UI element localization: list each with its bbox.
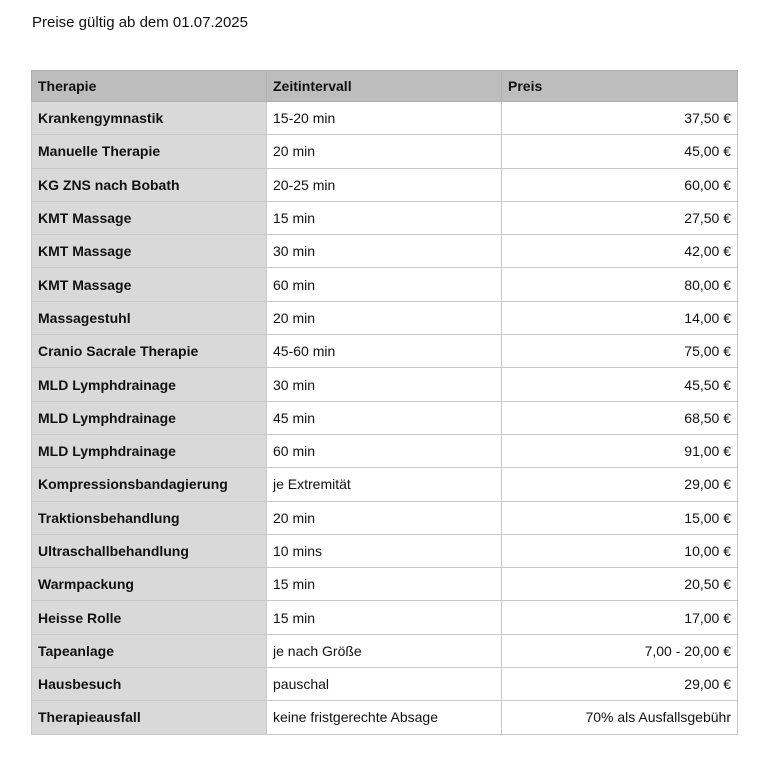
table-body <box>32 102 738 735</box>
table-row <box>32 301 738 334</box>
therapy-cell: KMT Massage <box>32 201 267 234</box>
therapy-cell: KMT Massage <box>32 235 267 268</box>
therapy-cell: Warmpackung <box>32 568 267 601</box>
therapy-cell: Therapieausfall <box>32 701 267 734</box>
column-header-interval: Zeitintervall <box>267 71 502 102</box>
interval-cell: 20 min <box>267 135 502 168</box>
therapy-cell: MLD Lymphdrainage <box>32 401 267 434</box>
interval-cell: 10 mins <box>267 534 502 567</box>
price-cell: 37,50 € <box>502 102 738 135</box>
price-cell: 91,00 € <box>502 434 738 467</box>
price-cell: 60,00 € <box>502 168 738 201</box>
table-row <box>32 634 738 667</box>
price-cell: 68,50 € <box>502 401 738 434</box>
price-cell: 20,50 € <box>502 568 738 601</box>
interval-cell: 15 min <box>267 568 502 601</box>
price-table <box>31 70 738 735</box>
interval-cell: 20-25 min <box>267 168 502 201</box>
table-row <box>32 401 738 434</box>
price-cell: 70% als Ausfallsgebühr <box>502 701 738 734</box>
price-cell: 45,00 € <box>502 135 738 168</box>
table-row <box>32 534 738 567</box>
table-header-row <box>32 71 738 102</box>
table-row <box>32 201 738 234</box>
interval-cell: je nach Größe <box>267 634 502 667</box>
therapy-cell: Hausbesuch <box>32 668 267 701</box>
table-row <box>32 335 738 368</box>
price-validity-note: Preise gültig ab dem 01.07.2025 <box>32 14 248 31</box>
interval-cell: 20 min <box>267 301 502 334</box>
interval-cell: 45 min <box>267 401 502 434</box>
column-header-therapy: Therapie <box>32 71 267 102</box>
therapy-cell: Massagestuhl <box>32 301 267 334</box>
interval-cell: keine fristgerechte Absage <box>267 701 502 734</box>
price-cell: 14,00 € <box>502 301 738 334</box>
therapy-cell: Cranio Sacrale Therapie <box>32 335 267 368</box>
therapy-cell: Kompressionsbandagierung <box>32 468 267 501</box>
column-header-price: Preis <box>502 71 738 102</box>
table-row <box>32 601 738 634</box>
price-cell: 42,00 € <box>502 235 738 268</box>
therapy-cell: Manuelle Therapie <box>32 135 267 168</box>
therapy-cell: Tapeanlage <box>32 634 267 667</box>
price-cell: 29,00 € <box>502 668 738 701</box>
table-row <box>32 501 738 534</box>
table-row <box>32 135 738 168</box>
table-row <box>32 468 738 501</box>
interval-cell: je Extremität <box>267 468 502 501</box>
therapy-cell: Heisse Rolle <box>32 601 267 634</box>
therapy-cell: MLD Lymphdrainage <box>32 434 267 467</box>
price-cell: 75,00 € <box>502 335 738 368</box>
interval-cell: pauschal <box>267 668 502 701</box>
interval-cell: 60 min <box>267 268 502 301</box>
table-row <box>32 168 738 201</box>
table-row <box>32 268 738 301</box>
price-cell: 29,00 € <box>502 468 738 501</box>
table-row <box>32 235 738 268</box>
therapy-cell: Krankengymnastik <box>32 102 267 135</box>
price-cell: 10,00 € <box>502 534 738 567</box>
table-row <box>32 568 738 601</box>
table-row <box>32 668 738 701</box>
interval-cell: 15-20 min <box>267 102 502 135</box>
therapy-cell: MLD Lymphdrainage <box>32 368 267 401</box>
interval-cell: 30 min <box>267 235 502 268</box>
interval-cell: 15 min <box>267 601 502 634</box>
table-row <box>32 701 738 734</box>
price-cell: 80,00 € <box>502 268 738 301</box>
therapy-cell: KMT Massage <box>32 268 267 301</box>
therapy-cell: Ultraschallbehandlung <box>32 534 267 567</box>
price-cell: 45,50 € <box>502 368 738 401</box>
interval-cell: 30 min <box>267 368 502 401</box>
interval-cell: 15 min <box>267 201 502 234</box>
price-cell: 27,50 € <box>502 201 738 234</box>
table-row <box>32 368 738 401</box>
interval-cell: 45-60 min <box>267 335 502 368</box>
table-row <box>32 434 738 467</box>
table-row <box>32 102 738 135</box>
price-cell: 7,00 - 20,00 € <box>502 634 738 667</box>
price-cell: 15,00 € <box>502 501 738 534</box>
therapy-cell: KG ZNS nach Bobath <box>32 168 267 201</box>
interval-cell: 60 min <box>267 434 502 467</box>
interval-cell: 20 min <box>267 501 502 534</box>
price-cell: 17,00 € <box>502 601 738 634</box>
therapy-cell: Traktionsbehandlung <box>32 501 267 534</box>
